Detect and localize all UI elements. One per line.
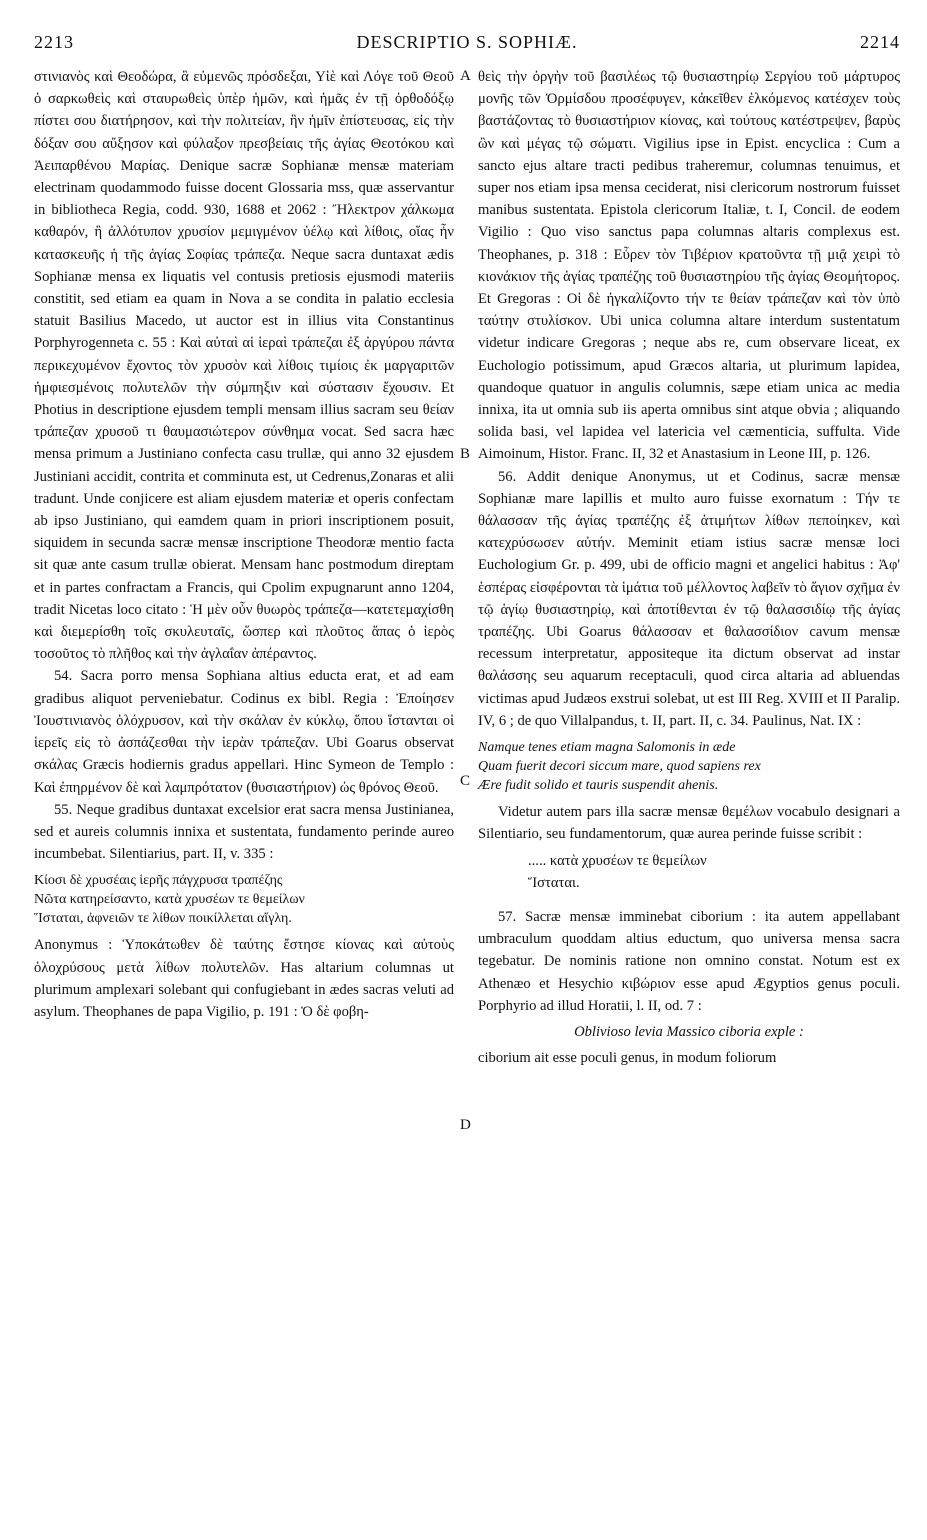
left-column [34,66,454,1023]
quote-line: ..... κατὰ χρυσέων τε θεμείλων [528,852,707,869]
left-paragraph-1: στινιανὸς καὶ Θεοδώρα, ἃ εὐμενῶς πρόσδεξαι, Υἱὲ καὶ Λόγε τοῦ Θεοῦ ὁ σαρκωθεὶς καὶ σταυρωθεὶς ὑπὲρ ἡμῶν, καὶ ἡμᾶς ἐν τῇ ὀρθοδόξῳ πίστει σου διατήρησον, καὶ τὴν πολιτείαν, ἣν ἡμῖν ἐπίστευσας, εἰς τὴν δόξαν σου αὔξησον καὶ φύλαξον πρεσβείαις τῆς ἁγίας Θεοτόκου καὶ Ἀειπαρθένου Μαρίας. Denique sacræ Sophianæ mensæ materiam electrinam quodammodo fuisse docent Glossaria mss, quæ asservantur in bibliotheca Regia, codd. 930, 1688 et 2062 : Ἤλεκτρον χάλκωμα καθαρόν, ἢ ἀλλότυπον χρυσίον μεμιγμένον ὑέλῳ καὶ λίθοις, οἵας ἦν κατασκευῆς ἡ τῆς ἁγίας Σοφίας τράπεζα. Neque sacra duntaxat ædis Sophianæ mensa ex liquatis vel contusis pretiosis ejusmodi materiis constitit, sed etiam ea quam in Nova a se condita in palatio ecclesia statuit Basilius Macedo, ut auctor est in illius vita Constantinus Porphyrogenneta c. 55 : Καὶ αὐταὶ αἱ ἱεραὶ τράπεζαι ἐξ ἀργύρου πάντα περικεχυμένον ἔχοντος τὸν χρυσὸν καὶ λίθοις τιμίοις ἐκ μαργαριτῶν ἡμφιεσμένοις πολυτελῶν τὴν σύμπηξιν καὶ σύστασιν ἔχουσιν. Et Photius in descriptione ejusdem templi mensam illius sacram seu θείαν τράπεζαν χρυσοῦ τι θαυμασιώτερον σύνθημα vocat. Sed sacra hæc mensa primum a Justiniano confecta casu trullæ, qui anno 32 ejusdem Justiniani accidit, contrita et comminuta est, ut Cedrenus,Zonaras et alii tradunt. Unde conjicere est aliam ejusdem materiæ et operis confectam ab ipso Justiniano, qui eamdem quam in priori inscriptionem posuit, siquidem in secunda sacræ mensæ inscriptione Theodoræ mentio facta sit quæ ante casum trullæ obierat. Mensam hanc postmodum direptam et in partes confractam a Francis, qui Cpolim expugnarunt anno 1204, tradit Nicetas loco citato : Ἡ μὲν οὖν θυωρὸς τράπεζα—κατετεμαχίσθη καὶ διεμερίσθη τοῖς σκυλευταῖς, ὥσπερ καὶ πλοῦτος ἅπας ὁ ἱερὸς τοσοῦτος τὸ πλῆθος καὶ τὴν ἀγλαΐαν ἀπέραντος. [34,69,454,663]
verse-line: Ἵσταται, ἀφνειῶν τε λίθων ποικίλλεται αἴγλη. [34,911,292,927]
right-paragraph-56: 56. Addit denique Anonymus, ut et Codinus, sacræ mensæ Sophianæ mare lapillis et multo auro fuisse exornatum : Τήν τε θάλασσαν τῆς ἁγίας τραπέζης ἐξ ἀτιμήτων λίθων πεποίηκεν, καὶ κατεχρύσωσεν αὐτήν. Meminit etiam istius sacræ mensæ loci Euchologium Gr. p. 499, ubi de officio magni et angelici habitus : Ἀφ' ἑσπέρας εἰσφέρονται τὰ ἱμάτια τοῦ μέλλοντος λαβεῖν τὸ ἅγιον σχῆμα ἐν τῷ ἁγίῳ θυσιαστηρίῳ, καὶ ἀποτίθενται ἐν τῷ θαλασσιδίῳ τῆς ἁγίας τραπέζης. Ubi Goarus θάλασσαν et θαλασσίδιον cavum mensæ recessum interpretatur, appositeque ita dictum observat ad instar θαλάσσης seu aquarum receptaculi, quod circa altaria ad abluendas victimas apud Judæos exstrui solebat, ut est III Reg. XVIII et II Paralip. IV, 6 ; de quo Villalpandus, t. II, part. II, c. 34. Paulinus, Nat. IX : [478,468,900,729]
margin-letter-c: C [460,773,471,789]
verse-line: Νῶτα κατηρείσαντο, κατὰ χρυσέων τε θεμείλων [34,892,305,908]
left-paragraph-anonymus: Anonymus : Ὑποκάτωθεν δὲ ταύτης ἔστησε κίονας καὶ αὐτοὺς ὁλοχρύσους μετὰ λίθων πολυτελῶν. Has altarium columnas ut plurimum amplexari solebant qui confugiebant in ædes sacras veluti ad asylum. Theophanes de papa Vigilio, p. 191 : Ὁ δὲ φοβη- [34,937,454,1020]
right-verse-block [478,738,900,795]
right-paragraph-1: θεὶς τὴν ὀργὴν τοῦ βασιλέως τῷ θυσιαστηρίῳ Σεργίου τοῦ μάρτυρος μονῆς τῶν Ὁρμίσδου προσέφυγεν, κἀκεῖθεν ἑλκόμενος κατέσχεν τοὺς βαστάζοντας τὸ θυσιαστήριον κίονας, καὶ τούτους κατέστρεψεν, βαρὺς ὢν καὶ μέγας τῷ σώματι. Vigilius ipse in Epist. encyclica : Cum a sancto ejus altare tracti pedibus traheremur, columnas tenuimus, et super nos etiam ipsa mensa ceciderat, nisi clericorum nostrorum fuisset manibus sustentata. Epistola clericorum Italiæ, t. I, Concil. de eodem Vigilio : Quo viso sanctus papa columnas altaris complexus est. Theophanes, p. 318 : Εὗρεν τὸν Τιβέριον κρατοῦντα τῇ μιᾷ χειρὶ τὸ κιονάκιον τῆς ἁγίας τραπέζης τοῦ θυσιαστηρίου τῆς ἁγίας Θεομήτορος. Et Gregoras : Οἱ δὲ ἠγκαλίζοντο τήν τε θείαν τράπεζαν καὶ τὸν ὑπὸ ταύτην στυλίσκον. Ubi unica columna altare interdum sustentatum videtur indicare Gregoras ; neque abs re, cum observare liceat, ex Euchologio potissimum, apud Græcos altaria, ut plurimum lapidea, quandoque quatuor in angulis columnis, sæpe etiam unica ac media innixa, ita ut omnia sub iis aperta omnibus sint atque obvia ; aliquando solida basi, vel lapidea vel latericia vel cæmenticia, suffulta. Vide Aimoinum, Histor. Franc. II, 32 et Anastasium in Leone III, p. 126. [478,69,900,463]
page-header [34,32,900,58]
right-paragraph-last: ciborium ait esse poculi genus, in modum foliorum [478,1050,777,1067]
right-quote-block [478,850,900,894]
verse-line: Κίοσι δὲ χρυσέαις ἱερῆς πάγχρυσα τραπέζης [34,873,283,889]
page-number-right: 2214 [860,32,900,52]
verse-line: Namque tenes etiam magna Salomonis in æde [478,740,736,756]
quote-line: Ἵσταται. [528,874,580,891]
right-column [478,66,900,1069]
right-verse-horace: Oblivioso levia Massico ciboria exple : [574,1023,804,1040]
right-paragraph-57: 57. Sacræ mensæ imminebat ciborium : ita autem appellabant umbraculum quoddam altius eductum, quo universa mensa sacra tegebatur. De nominis ratione non omnino constat. Notum est ex Athenæo et Hesychio κιβώριον esse apud Ægyptios genus poculi. Porphyrio ad illud Horatii, l. II, od. 7 : [478,908,900,1014]
margin-letter-d: D [460,1117,471,1133]
verse-line: Quam fuerit decori siccum mare, quod sapiens rex [478,759,761,775]
running-title: DESCRIPTIO S. SOPHIÆ. [356,32,578,52]
page-number-left: 2213 [34,32,74,52]
left-verse-block [34,871,454,928]
left-paragraph-54: 54. Sacra porro mensa Sophiana altius educta erat, et ad eam gradibus aliquot perveniebatur. Codinus ex bibl. Regia : Ἐποίησεν Ἰουστινιανὸς ὁλόχρυσον, καὶ τὴν σκάλαν ἐν κύκλῳ, ὅπου ἵστανται οἱ ἱερεῖς εἰς τὸ ἀσπάζεσθαι τὴν ἱερὰν τράπεζαν. Ubi Goarus observat σκάλας Græcis hodiernis gradus appellari. Hinc Symeon de Templo : Καὶ ἐπηρμένον δὲ καὶ λαμπρότατον (θυσιαστήριον) ὡς θρόνος Θεοῦ. [34,668,454,796]
margin-letter-b: B [460,446,471,462]
left-paragraph-55: 55. Neque gradibus duntaxat excelsior erat sacra mensa Justinianea, sed et aureis columnis innixa et sustentata, fundamento perinde aureo incumbebat. Silentiarius, part. II, v. 335 : [34,801,454,863]
right-paragraph-videtur: Videtur autem pars illa sacræ mensæ θεμέλων vocabulo designari a Silentiario, seu fundamentorum, quæ aurea perinde fuisse scribit : [478,804,900,843]
verse-line: Ære fudit solido et tauris suspendit ahenis. [478,778,719,794]
margin-letter-a: A [460,68,471,84]
